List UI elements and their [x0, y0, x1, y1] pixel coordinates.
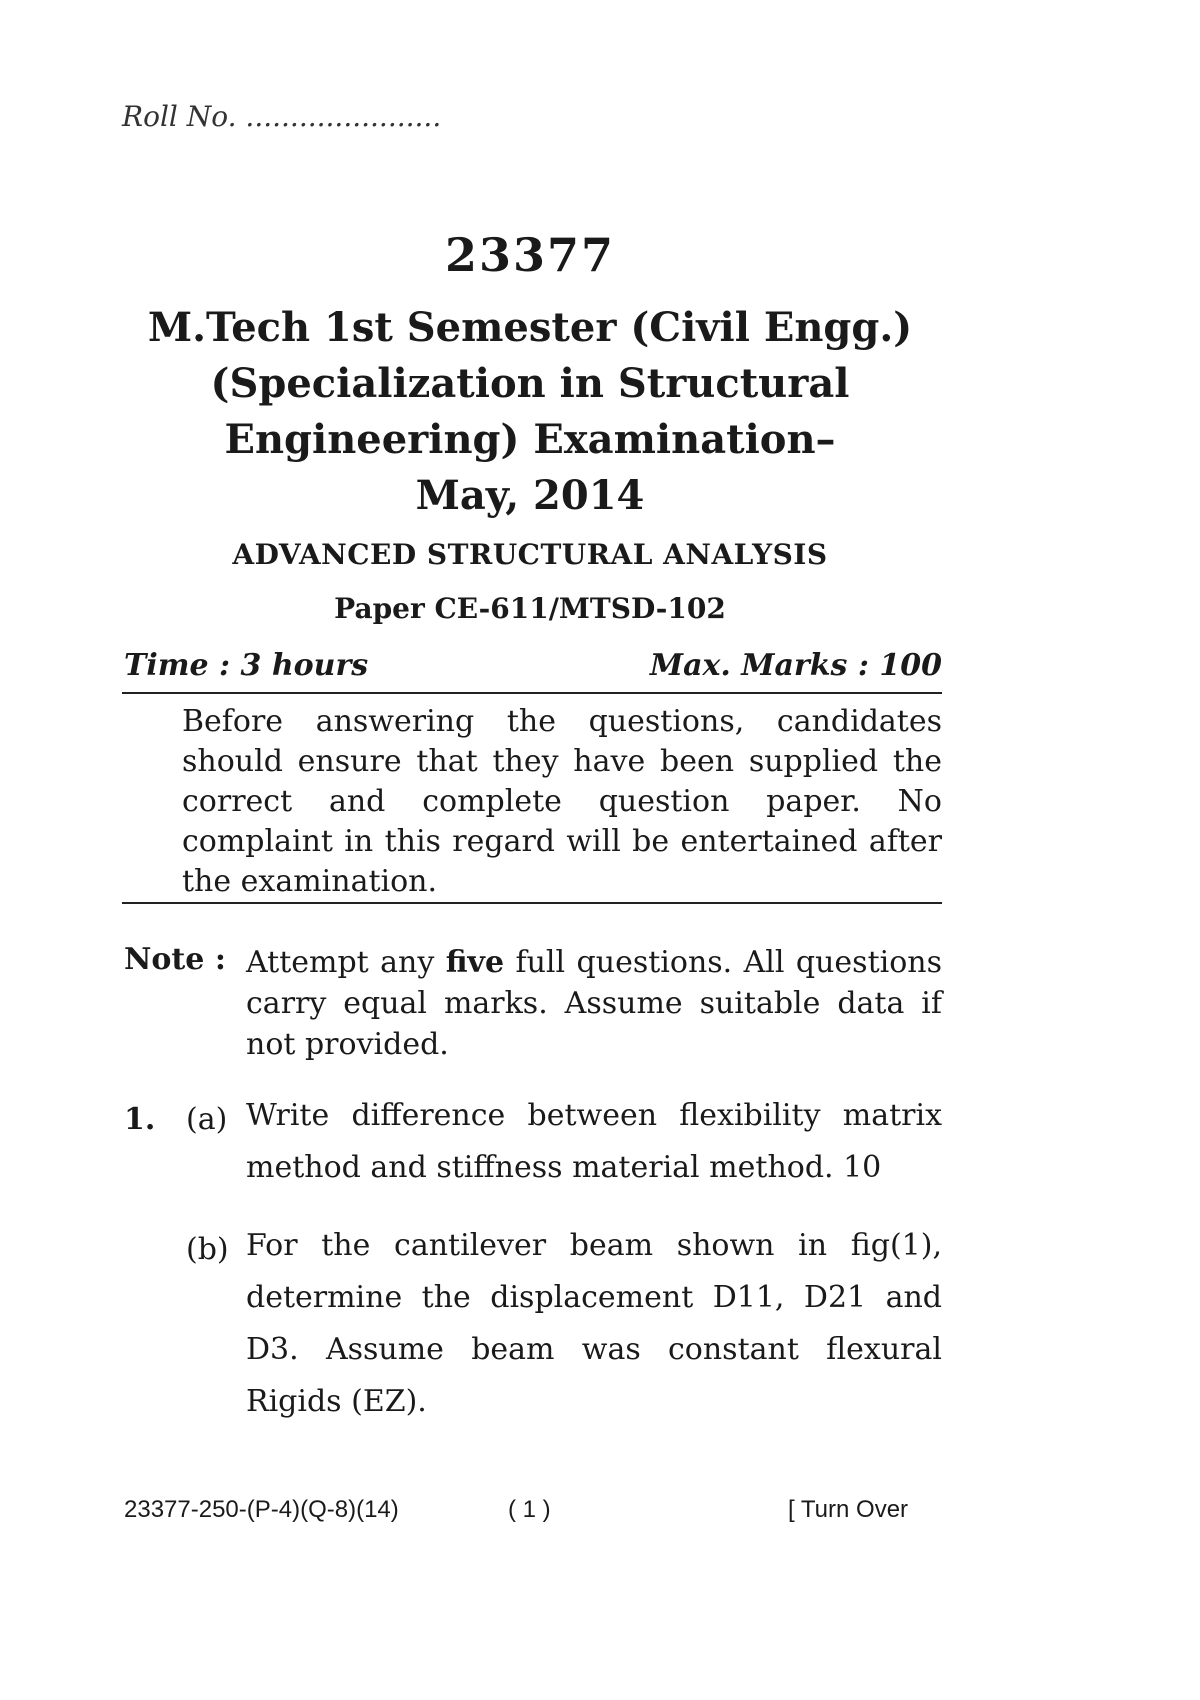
paper-code: 23377 — [444, 228, 616, 282]
note-text — [246, 942, 942, 1065]
question-number: 1. — [124, 1102, 156, 1137]
turn-over-label: [ Turn Over — [788, 1496, 909, 1523]
max-marks: Max. Marks : 100 — [649, 648, 942, 683]
question-part-text: Write difference between flexibility matrix method and stiffness material method. 10 — [246, 1098, 942, 1185]
title-line: (Specialization in Structural — [210, 360, 850, 407]
paper-number: Paper CE-611/MTSD-102 — [334, 592, 726, 625]
question-part-text: For the cantilever beam shown in fig(1), determine the displacement D11, D21 and D3. Assume beam was constant flexural Rigids (EZ). — [246, 1228, 942, 1419]
title-line: M.Tech 1st Semester (Civil Engg.) — [147, 304, 913, 351]
exam-title — [0, 300, 1060, 524]
subject-title: ADVANCED STRUCTURAL ANALYSIS — [232, 538, 828, 571]
question-part-label: (b) — [186, 1232, 229, 1267]
note-bold-word: five — [445, 945, 505, 980]
page-number: ( 1 ) — [508, 1496, 551, 1523]
question-part-label: (a) — [186, 1102, 228, 1137]
instruction-text: Before answering the questions, candidates should ensure that they have been supplied the correct and complete question paper. No complaint in this regard will be entertained after the examination. — [182, 704, 942, 899]
roll-number: Roll No. ...................... — [122, 100, 442, 133]
note-label: Note : — [124, 942, 226, 977]
divider-bottom — [122, 902, 942, 904]
footer-code: 23377-250-(P-4)(Q-8)(14) — [124, 1496, 399, 1523]
time-allowed: Time : 3 hours — [124, 648, 369, 683]
note-text-end: full questions. All questions carry equal marks. Assume suitable data if not provided. — [246, 945, 943, 1062]
title-line: May, 2014 — [415, 472, 645, 519]
note-text-start: Attempt any — [246, 945, 446, 980]
title-line: Engineering) Examination– — [224, 416, 836, 463]
divider-top — [122, 692, 942, 694]
